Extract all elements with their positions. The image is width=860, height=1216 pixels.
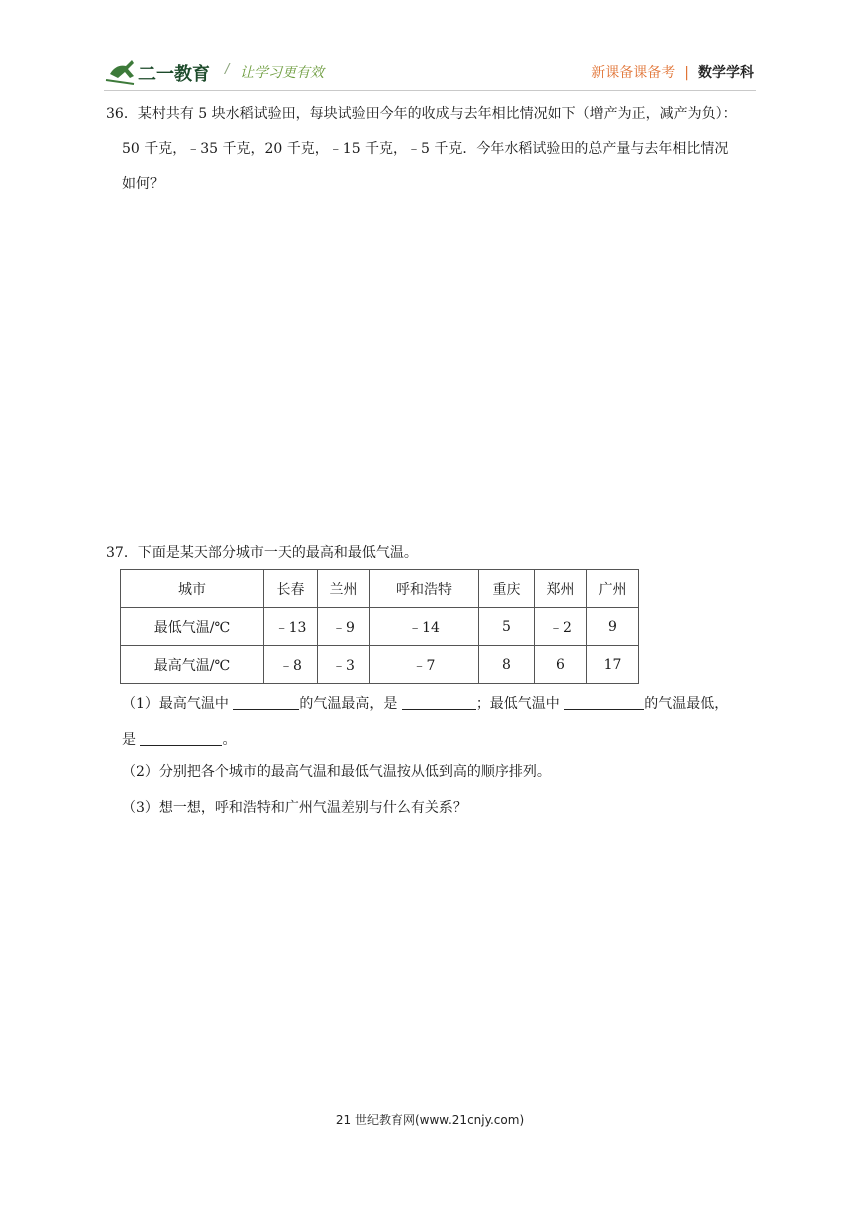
table-cell: 6	[535, 646, 587, 684]
table-cell: ﹣7	[370, 646, 479, 684]
header-label-subject: 数学学科	[698, 65, 754, 81]
logo	[104, 54, 214, 90]
q37-part2: （2）分别把各个城市的最高气温和最低气温按从低到高的顺序排列。	[122, 764, 551, 780]
table-cell: 最低气温/℃	[121, 608, 264, 646]
slogan: 让学习更有效	[240, 65, 324, 81]
q37-part3: （3）想一想，呼和浩特和广州气温差别与什么有关系？	[122, 800, 467, 816]
table-cell: 5	[479, 608, 535, 646]
table-cell: 长春	[264, 570, 318, 608]
table-cell: 重庆	[479, 570, 535, 608]
table-cell: 兰州	[318, 570, 370, 608]
header-divider	[104, 90, 756, 91]
table-row	[121, 608, 639, 646]
header-separator: |	[684, 65, 689, 81]
temperature-table	[120, 569, 639, 684]
logo-text: 二一教育	[138, 64, 210, 85]
answer-blank[interactable]	[140, 730, 222, 746]
table-cell: ﹣3	[318, 646, 370, 684]
table-cell: ﹣9	[318, 608, 370, 646]
q36-line1: 36．某村共有 5 块水稻试验田，每块试验田今年的收成与去年相比情况如下（增产为正，减产为负）：	[106, 106, 737, 122]
answer-blank[interactable]	[564, 694, 644, 710]
q36-line3: 如何？	[122, 176, 164, 192]
table-cell: 8	[479, 646, 535, 684]
q37-part1-line1	[122, 694, 728, 714]
slogan-divider: /	[225, 62, 230, 77]
table-cell: ﹣8	[264, 646, 318, 684]
q36-line2: 50 千克，﹣35 千克，20 千克，﹣15 千克，﹣5 千克．今年水稻试验田的总产量与去年相比情况	[122, 141, 729, 157]
header-label-course: 新课备课备考	[591, 65, 676, 81]
answer-blank[interactable]	[402, 694, 476, 710]
text-run: 。	[222, 732, 237, 748]
table-cell: ﹣13	[264, 608, 318, 646]
q37-part1-line2	[122, 730, 236, 750]
table-cell: ﹣14	[370, 608, 479, 646]
table-cell: ﹣2	[535, 608, 587, 646]
table-cell: 9	[587, 608, 639, 646]
q37-intro: 37．下面是某天部分城市一天的最高和最低气温。	[106, 545, 418, 561]
table-cell: 呼和浩特	[370, 570, 479, 608]
table-cell: 城市	[121, 570, 264, 608]
text-run: ；最低气温中	[475, 696, 565, 712]
text-run: （1）最高气温中	[122, 696, 234, 712]
text-run: 是	[122, 732, 141, 748]
page-footer: 21 世纪教育网(www.21cnjy.com)	[335, 1113, 525, 1127]
table-cell: 广州	[587, 570, 639, 608]
runner-icon	[110, 60, 134, 78]
text-run: 的气温最高，是	[299, 696, 402, 712]
table-cell: 郑州	[535, 570, 587, 608]
table-cell: 17	[587, 646, 639, 684]
table-cell: 最高气温/℃	[121, 646, 264, 684]
table-row	[121, 646, 639, 684]
text-run: 的气温最低，	[644, 696, 729, 712]
answer-blank[interactable]	[233, 694, 299, 710]
page-header	[0, 0, 860, 100]
header-right	[591, 62, 754, 82]
table-header-row	[121, 570, 639, 608]
